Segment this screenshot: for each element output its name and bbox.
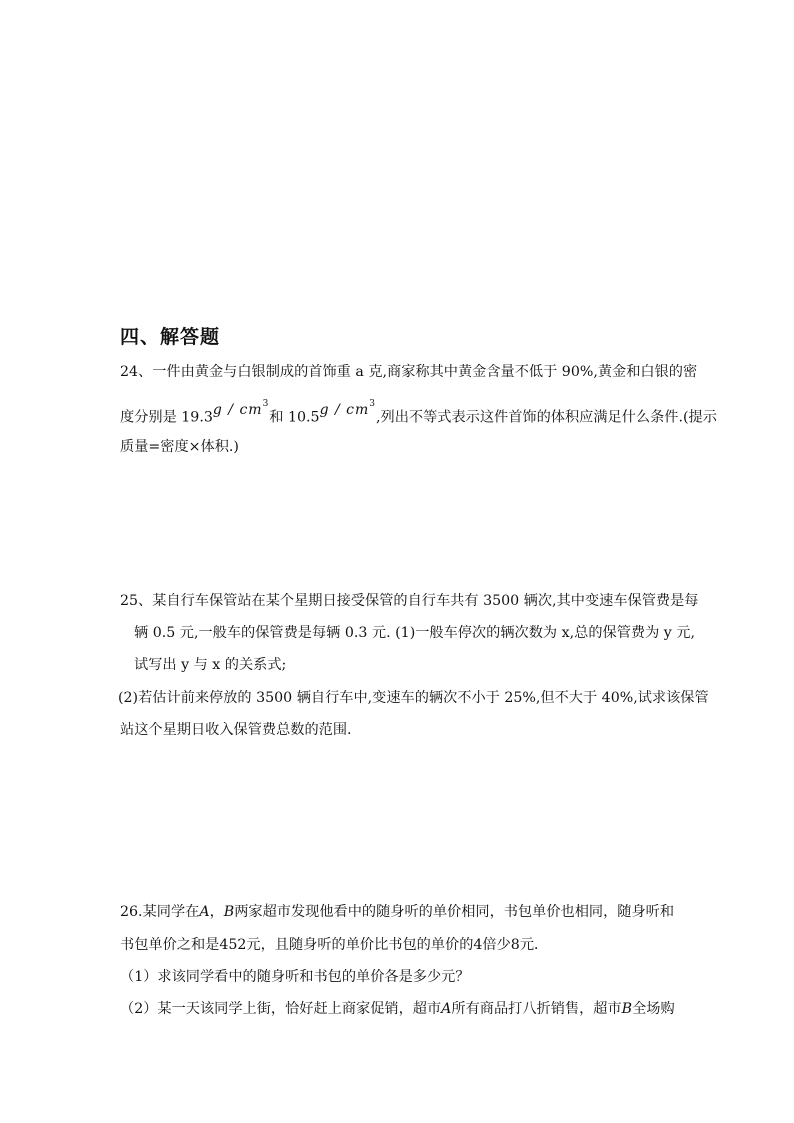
q25-line-1: 25、某自行车保管站在某个星期日接受保管的自行车共有 3500 辆次,其中变速车保管费是每 <box>120 593 699 609</box>
q26-line-2: 书包单价之和是452元，且随身听的单价比书包的单价的4倍少8元． <box>120 937 549 953</box>
section-heading: 四、解答题 <box>120 326 221 348</box>
var-a: A <box>199 904 210 920</box>
q26-line-1: 26.某同学在A，B两家超市发现他看中的随身听的单价相同，书包单价也相同，随身听和 <box>120 904 675 920</box>
q26-line-3: （1）求该同学看中的随身听和书包的单价各是多少元？ <box>120 969 470 985</box>
q24-line-1: 24、一件由黄金与白银制成的首饰重 a 克,商家称其中黄金含量不低于 90%,黄金和白银的密 <box>120 364 698 380</box>
density-unit-gold: g / $cm^3$ <box>212 399 270 418</box>
q24-text-b: 和 10.5 <box>269 409 320 426</box>
q24-text-c: ,列出不等式表示这件首饰的体积应满足什么条件.(提示 <box>376 409 717 426</box>
density-unit-silver: g / $cm^3$ <box>319 399 377 418</box>
q24-line-3: 质量=密度×体积.) <box>120 439 239 455</box>
q24-line-2 <box>120 399 717 428</box>
q25-line-3: 试写出 y 与 x 的关系式; <box>134 657 287 673</box>
var-b: B <box>223 904 235 920</box>
q24-text-a: 度分别是 19.3 <box>120 409 213 426</box>
q25-line-5: 站这个星期日收入保管费总数的范围. <box>120 722 352 738</box>
var-a-2: A <box>441 1001 452 1017</box>
q25-line-4: (2)若估计前来停放的 3500 辆自行车中,变速车的辆次不小于 25%,但不大于 40%,试求该保管 <box>118 690 709 706</box>
q26-line-4: （2）某一天该同学上街，恰好赶上商家促销，超市A所有商品打八折销售，超市B全场购 <box>120 1001 675 1017</box>
var-b-2: B <box>621 1001 633 1017</box>
q25-line-2: 辆 0.5 元,一般车的保管费是每辆 0.3 元. (1)一般车停次的辆次数为 x,总的保管费为 y 元, <box>134 625 695 641</box>
